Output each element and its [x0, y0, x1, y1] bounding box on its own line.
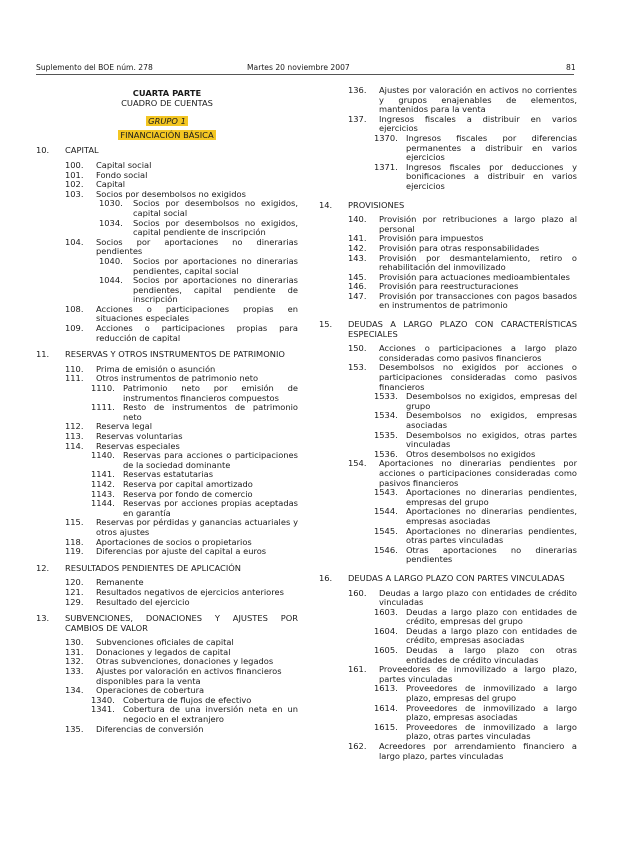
account-code: 110. [65, 363, 84, 374]
account-label: Reservas especiales [96, 440, 180, 451]
account-label: Ingresos fiscales a distribuir en varios ejercicios [379, 113, 577, 134]
account-label: Reservas voluntarias [96, 431, 183, 441]
account-code: 1544. [374, 506, 398, 517]
account-code: 1143. [91, 488, 115, 499]
account-code: 132. [65, 656, 84, 667]
account-1140 [91, 451, 298, 470]
account-code: 1545. [374, 525, 398, 536]
account-label: Deudas a largo plazo con entidades de crédito, empresas del grupo [406, 606, 577, 627]
account-label: Provisión por transacciones con pagos basados en instrumentos de patrimonio [379, 290, 577, 311]
account-label: Reservas estatutarias [123, 469, 214, 480]
account-1533 [374, 392, 577, 411]
account-label: Capital social [96, 159, 152, 170]
account-label: Ingresos fiscales por diferencias permanentes a distribuir en varios ejercicios [406, 132, 577, 163]
account-1614 [374, 704, 577, 723]
account-code: 1040. [99, 255, 123, 266]
account-code: 1614. [374, 702, 398, 713]
account-label: Aportaciones no dinerarias pendientes, otras partes vinculadas [406, 525, 577, 546]
account-code: 119. [65, 546, 84, 557]
account-label: Provisión por desmantelamiento, retiro o rehabilitación del inmovilizado [379, 252, 577, 273]
account-label: Subvenciones oficiales de capital [96, 637, 234, 648]
account-109 [65, 324, 298, 343]
account-label: Acciones o participaciones propias para reducción de capital [96, 323, 298, 343]
account-label: Diferencias de conversión [96, 723, 204, 734]
account-1044 [99, 276, 298, 305]
account-label: Ingresos fiscales por deducciones y bonificaciones a distribuir en varios ejercicios [406, 161, 577, 191]
account-label: Reserva por fondo de comercio [123, 488, 253, 499]
account-code: 134. [65, 685, 84, 696]
account-code: 1340. [91, 694, 115, 705]
account-code: 143. [348, 252, 367, 263]
group-heading [36, 117, 298, 127]
account-label: Reserva por capital amortizado [123, 478, 253, 489]
section-15 [319, 320, 577, 344]
account-code: 1370. [374, 132, 398, 143]
account-label: Fondo social [96, 169, 148, 180]
account-1605 [374, 646, 577, 665]
account-label: Socios por aportaciones no dinerarias pendientes, capital social [133, 255, 298, 276]
account-label: Reservas para acciones o participaciones de la sociedad dominante [123, 450, 298, 470]
account-label: Patrimonio neto por emisión de instrumentos financieros compuestos [123, 383, 298, 403]
section-title: CAPITAL [65, 145, 99, 156]
account-code: 102. [65, 179, 84, 190]
account-code: 154. [348, 458, 367, 469]
account-label: Otras aportaciones no dinerarias pendientes [406, 544, 577, 565]
account-code: 140. [348, 214, 367, 225]
account-140 [348, 215, 577, 234]
account-label: Proveedores de inmovilizado a largo plazo, partes vinculadas [379, 664, 577, 684]
account-143 [348, 254, 577, 273]
section-title: RESULTADOS PENDIENTES DE APLICACIÓN [65, 562, 242, 573]
account-108 [65, 305, 298, 324]
account-label: Acciones o participaciones a largo plazo consideradas como pasivos financieros [379, 343, 577, 363]
running-header-date: Martes 20 noviembre 2007 [247, 63, 350, 72]
account-label: Otras subvenciones, donaciones y legados [96, 656, 274, 667]
account-code: 1140. [91, 450, 115, 461]
account-code: 104. [65, 236, 84, 247]
account-119 [65, 547, 298, 557]
account-code: 1605. [374, 645, 398, 656]
account-160 [348, 589, 577, 608]
account-label: Prima de emisión o asunción [96, 363, 216, 374]
account-label: Socios por aportaciones no dinerarias pendientes, capital pendiente de inscripción [133, 275, 298, 305]
account-1603 [374, 608, 577, 627]
account-1544 [374, 507, 577, 526]
section-12 [36, 564, 298, 579]
account-1535 [374, 431, 577, 450]
account-1545 [374, 527, 577, 546]
account-label: Acciones o participaciones propias en situaciones especiales [96, 303, 298, 324]
section-14 [319, 201, 577, 216]
account-code: 109. [65, 323, 84, 334]
account-code: 1110. [91, 383, 115, 394]
account-code: 108. [65, 303, 84, 314]
account-code: 161. [348, 664, 367, 675]
account-104 [65, 238, 298, 257]
account-1341 [91, 705, 298, 724]
right-column [319, 86, 577, 761]
account-code: 1142. [91, 478, 115, 489]
account-129 [65, 598, 298, 608]
account-label: Deudas a largo plazo con entidades de crédito vinculadas [379, 587, 577, 608]
account-label: Otros desembolsos no exigidos [406, 448, 536, 459]
account-147 [348, 292, 577, 311]
account-code: 153. [348, 362, 367, 373]
account-code: 1034. [99, 217, 123, 228]
page-number: 81 [566, 63, 576, 72]
group-label: GRUPO 1 [148, 116, 186, 127]
account-label: Aportaciones no dinerarias pendientes, empresas asociadas [406, 506, 577, 526]
account-1144 [91, 499, 298, 518]
account-code: 1536. [374, 448, 398, 459]
account-code: 130. [65, 637, 84, 648]
account-label: Remanente [96, 577, 144, 588]
account-code: 1111. [91, 402, 115, 413]
part-title: CUARTA PARTE [132, 88, 202, 98]
account-label: Reservas por acciones propias aceptadas en garantía [123, 498, 298, 518]
group-name: FINANCIACIÓN BÁSICA [120, 129, 214, 140]
account-code: 100. [65, 159, 84, 170]
account-code: 146. [348, 281, 367, 292]
account-code: 113. [65, 431, 84, 441]
account-code: 147. [348, 290, 367, 301]
account-code: 145. [348, 271, 367, 282]
account-1604 [374, 627, 577, 646]
account-161 [348, 665, 577, 684]
account-code: 1615. [374, 721, 398, 732]
account-code: 1533. [374, 391, 398, 402]
account-label: Provisión para actuaciones medioambientales [379, 271, 570, 282]
section-13 [36, 614, 298, 638]
account-label: Socios por desembolsos no exigidos, capital social [133, 198, 298, 218]
header-divider [36, 74, 574, 75]
section-code: 13. [36, 613, 50, 624]
section-11 [36, 350, 298, 365]
account-code: 1535. [374, 429, 398, 440]
account-1034 [99, 219, 298, 238]
account-code: 1141. [91, 469, 115, 480]
section-title: DEUDAS A LARGO PLAZO CON PARTES VINCULADAS [348, 572, 565, 583]
section-code: 15. [319, 319, 333, 330]
account-label: Reserva legal [96, 421, 153, 432]
section-title: RESERVAS Y OTROS INSTRUMENTOS DE PATRIMONIO [65, 349, 285, 360]
account-label: Proveedores de inmovilizado a largo plazo, otras partes vinculadas [406, 721, 577, 742]
account-label: Acreedores por arrendamiento financiero a largo plazo, partes vinculadas [379, 741, 577, 761]
account-code: 162. [348, 741, 367, 751]
account-label: Proveedores de inmovilizado a largo plazo, empresas del grupo [406, 683, 577, 704]
account-label: Socios por desembolsos no exigidos, capital pendiente de inscripción [133, 217, 298, 238]
account-code: 115. [65, 517, 84, 528]
section-10 [36, 146, 298, 161]
account-code: 160. [348, 587, 367, 598]
account-code: 1044. [99, 275, 123, 286]
account-code: 121. [65, 586, 84, 597]
account-label: Provisión por retribuciones a largo plazo al personal [379, 214, 577, 234]
account-label: Diferencias por ajuste del capital a euros [96, 546, 267, 557]
section-code: 14. [319, 199, 333, 210]
account-code: 111. [65, 373, 84, 384]
account-code: 1030. [99, 198, 123, 209]
account-code: 1603. [374, 606, 398, 617]
account-1613 [374, 684, 577, 703]
account-code: 1144. [91, 498, 115, 509]
account-1111 [91, 403, 298, 422]
account-code: 1604. [374, 625, 398, 636]
account-133 [65, 667, 298, 686]
section-16 [319, 574, 577, 589]
account-label: Deudas a largo plazo con otras entidades de crédito vinculadas [406, 645, 577, 665]
account-label: Aportaciones no dinerarias pendientes, empresas del grupo [406, 487, 577, 507]
account-label: Provisión para reestructuraciones [379, 281, 519, 292]
account-label: Desembolsos no exigidos, empresas asociadas [406, 410, 577, 430]
section-title: SUBVENCIONES, DONACIONES Y AJUSTES POR CAMBIOS DE VALOR [65, 613, 298, 633]
account-label: Aportaciones de socios o propietarios [96, 536, 252, 547]
section-code: 10. [36, 145, 50, 156]
account-136 [348, 86, 577, 115]
section-code: 11. [36, 349, 50, 360]
account-162 [348, 742, 577, 761]
account-1370 [374, 134, 577, 163]
running-header-publication: Suplemento del BOE núm. 278 [36, 63, 153, 72]
account-label: Ajustes por valoración en activos financieros disponibles para la venta [96, 666, 282, 686]
account-code: 142. [348, 242, 367, 253]
account-1371 [374, 163, 577, 192]
account-label: Operaciones de cobertura [96, 685, 205, 696]
account-code: 133. [65, 666, 84, 677]
account-label: Socios por desembolsos no exigidos [96, 188, 246, 199]
section-code: 12. [36, 562, 50, 573]
group-name-heading [36, 131, 298, 141]
account-1543 [374, 488, 577, 507]
part-subtitle: CUADRO DE CUENTAS [121, 97, 213, 108]
account-label: Donaciones y legados de capital [96, 646, 231, 657]
account-code: 1613. [374, 683, 398, 694]
account-label: Reservas por pérdidas y ganancias actuariales y otros ajustes [96, 517, 298, 537]
account-code: 112. [65, 421, 84, 432]
account-label: Desembolsos no exigidos, empresas del grupo [406, 391, 577, 411]
account-150 [348, 344, 577, 363]
account-code: 1543. [374, 487, 398, 498]
account-137 [348, 115, 577, 134]
section-title: PROVISIONES [348, 199, 405, 210]
account-label: Provisión para impuestos [379, 233, 484, 244]
account-1546 [374, 546, 577, 565]
account-1110 [91, 384, 298, 403]
account-label: Resto de instrumentos de patrimonio neto [123, 402, 298, 422]
account-code: 120. [65, 577, 84, 588]
account-label: Desembolsos no exigidos por acciones o participaciones consideradas como pasivos financieros [379, 362, 577, 392]
account-label: Capital [96, 179, 126, 190]
account-1615 [374, 723, 577, 742]
account-code: 131. [65, 646, 84, 657]
account-code: 1546. [374, 544, 398, 555]
account-153 [348, 363, 577, 392]
account-label: Deudas a largo plazo con entidades de crédito, empresas asociadas [406, 625, 577, 646]
account-code: 1534. [374, 410, 398, 421]
account-154 [348, 459, 577, 488]
account-code: 118. [65, 536, 84, 547]
account-label: Resultado del ejercicio [96, 596, 190, 607]
account-label: Desembolsos no exigidos, otras partes vinculadas [406, 429, 577, 450]
account-label: Cobertura de una inversión neta en un negocio en el extranjero [123, 704, 298, 725]
account-1040 [99, 257, 298, 276]
account-code: 136. [348, 85, 367, 95]
account-code: 1341. [91, 704, 115, 715]
account-code: 135. [65, 723, 84, 734]
account-code: 101. [65, 169, 84, 180]
account-code: 114. [65, 440, 84, 451]
account-code: 141. [348, 233, 367, 244]
left-column [36, 86, 298, 734]
account-label: Otros instrumentos de patrimonio neto [96, 373, 259, 384]
account-code: 103. [65, 188, 84, 199]
account-code: 129. [65, 596, 84, 607]
account-label: Socios por aportaciones no dinerarias pendientes [96, 236, 298, 257]
account-label: Provisión para otras responsabilidades [379, 242, 540, 253]
section-code: 16. [319, 572, 333, 583]
account-label: Resultados negativos de ejercicios anteriores [96, 586, 284, 597]
account-label: Aportaciones no dinerarias pendientes por acciones o participaciones consideradas como pasivos financieros [379, 458, 577, 488]
account-code: 1371. [374, 161, 398, 172]
account-label: Proveedores de inmovilizado a largo plazo, empresas asociadas [406, 702, 577, 723]
account-135 [65, 725, 298, 735]
section-title: DEUDAS A LARGO PLAZO CON CARACTERÍSTICAS ESPECIALES [348, 319, 577, 339]
account-code: 150. [348, 343, 367, 354]
account-1534 [374, 411, 577, 430]
account-code: 137. [348, 113, 367, 124]
account-label: Ajustes por valoración en activos no corrientes y grupos enajenables de elementos, mantenidos para la venta [379, 85, 577, 115]
account-115 [65, 518, 298, 537]
account-label: Cobertura de flujos de efectivo [123, 694, 252, 705]
account-1030 [99, 199, 298, 218]
